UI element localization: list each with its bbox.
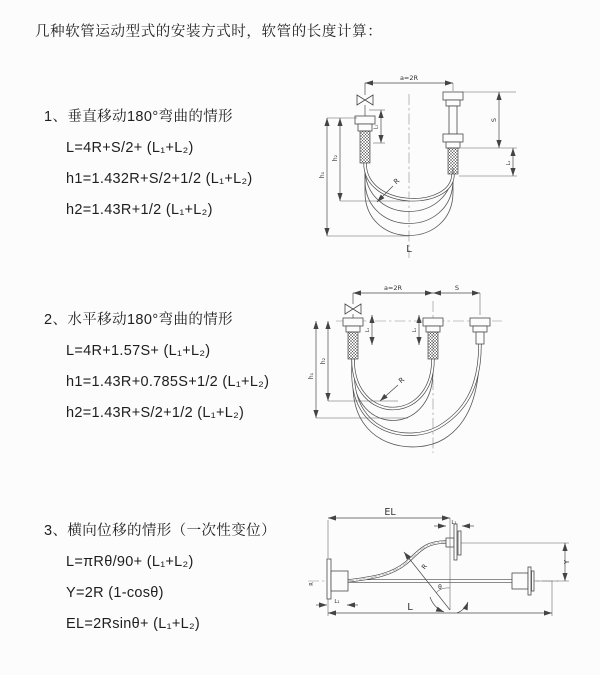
dimension-lines — [316, 293, 480, 418]
section-horizontal-180 — [44, 305, 329, 429]
dim-label-l1-top: L₁ — [373, 124, 380, 130]
dim-label-l1-left: L₁ — [334, 599, 340, 605]
right-fitting — [470, 318, 490, 344]
valve-icon — [357, 83, 373, 116]
formula: Y=2R (1-cosθ) — [66, 585, 164, 601]
formula: L=4R+S/2+ (L₁+L₂) — [66, 140, 194, 156]
left-fitting — [355, 116, 375, 131]
formula: h2=1.43R+1/2 (L₁+L₂) — [66, 202, 213, 218]
valve-icon — [345, 293, 361, 318]
dim-label-h2: h₂ — [332, 154, 339, 162]
formula: L=4R+1.57S+ (L₁+L₂) — [66, 343, 211, 359]
dim-label-a2r: a=2R — [399, 74, 419, 82]
braid-section — [448, 148, 458, 174]
dim-label-r: R — [392, 176, 402, 187]
diagram-lateral-displacement — [300, 498, 595, 642]
formula: EL=2Rsinθ+ (L₁+L₂) — [66, 616, 201, 632]
section-2-heading: 2、水平移动180°弯曲的情形 — [44, 312, 234, 328]
formula: h2=1.43R+S/2+1/2 (L₁+L₂) — [66, 405, 245, 421]
dim-label-l1-top: L₁ — [451, 520, 457, 526]
dim-label-l1-right: L₁ — [506, 160, 512, 166]
dim-label-h1: h₁ — [319, 171, 326, 179]
diagram-horizontal-180-bend — [306, 281, 591, 459]
formula: h1=1.432R+S/2+1/2 (L₁+L₂) — [66, 171, 253, 187]
dim-label-l1-left: L₁ — [366, 327, 371, 333]
page-title: 几种软管运动型式的安装方式时，软管的长度计算： — [35, 24, 383, 40]
hose-position-arcs — [353, 344, 480, 447]
dim-label-theta: θ — [438, 584, 442, 591]
left-fitting — [343, 318, 363, 332]
braid-section — [348, 332, 358, 359]
dim-label-h2: h₂ — [320, 357, 327, 365]
dimension-lines — [327, 83, 517, 236]
section-lateral-displacement — [44, 516, 329, 640]
dim-label-y: Y — [563, 559, 571, 565]
dim-label-s: S — [454, 284, 460, 292]
section-3-heading: 3、横向位移的情形（一次性变位） — [44, 523, 276, 539]
dim-label-l1-mid: L₁ — [413, 327, 418, 333]
section-1-heading: 1、垂直移动180°弯曲的情形 — [44, 109, 234, 125]
left-flange — [327, 559, 348, 599]
dim-label-s: S — [490, 117, 498, 123]
middle-fitting — [423, 318, 443, 332]
dim-label-r: R — [419, 562, 429, 572]
upper-flange — [446, 524, 461, 560]
braid-section — [428, 332, 438, 359]
formula: h1=1.43R+0.785S+1/2 (L₁+L₂) — [66, 374, 270, 390]
dim-label-a2r: a=2R — [383, 284, 403, 292]
section-vertical-180 — [44, 102, 329, 226]
formula: L=πRθ/90+ (L₁+L₂) — [66, 554, 194, 570]
dim-label-h1: h₁ — [308, 372, 315, 380]
axis-mark-label: R — [309, 582, 315, 586]
hose-displaced — [353, 344, 480, 434]
dim-label-r: R — [397, 375, 407, 386]
right-fitting — [443, 92, 463, 148]
diagram-vertical-180-bend — [313, 70, 563, 266]
dim-label-l: L — [407, 602, 413, 613]
dim-label-el: EL — [384, 507, 396, 518]
right-flange — [512, 567, 534, 595]
braid-section — [360, 131, 370, 163]
dim-label-l: L — [406, 244, 412, 255]
hose-s-curve — [348, 542, 446, 581]
